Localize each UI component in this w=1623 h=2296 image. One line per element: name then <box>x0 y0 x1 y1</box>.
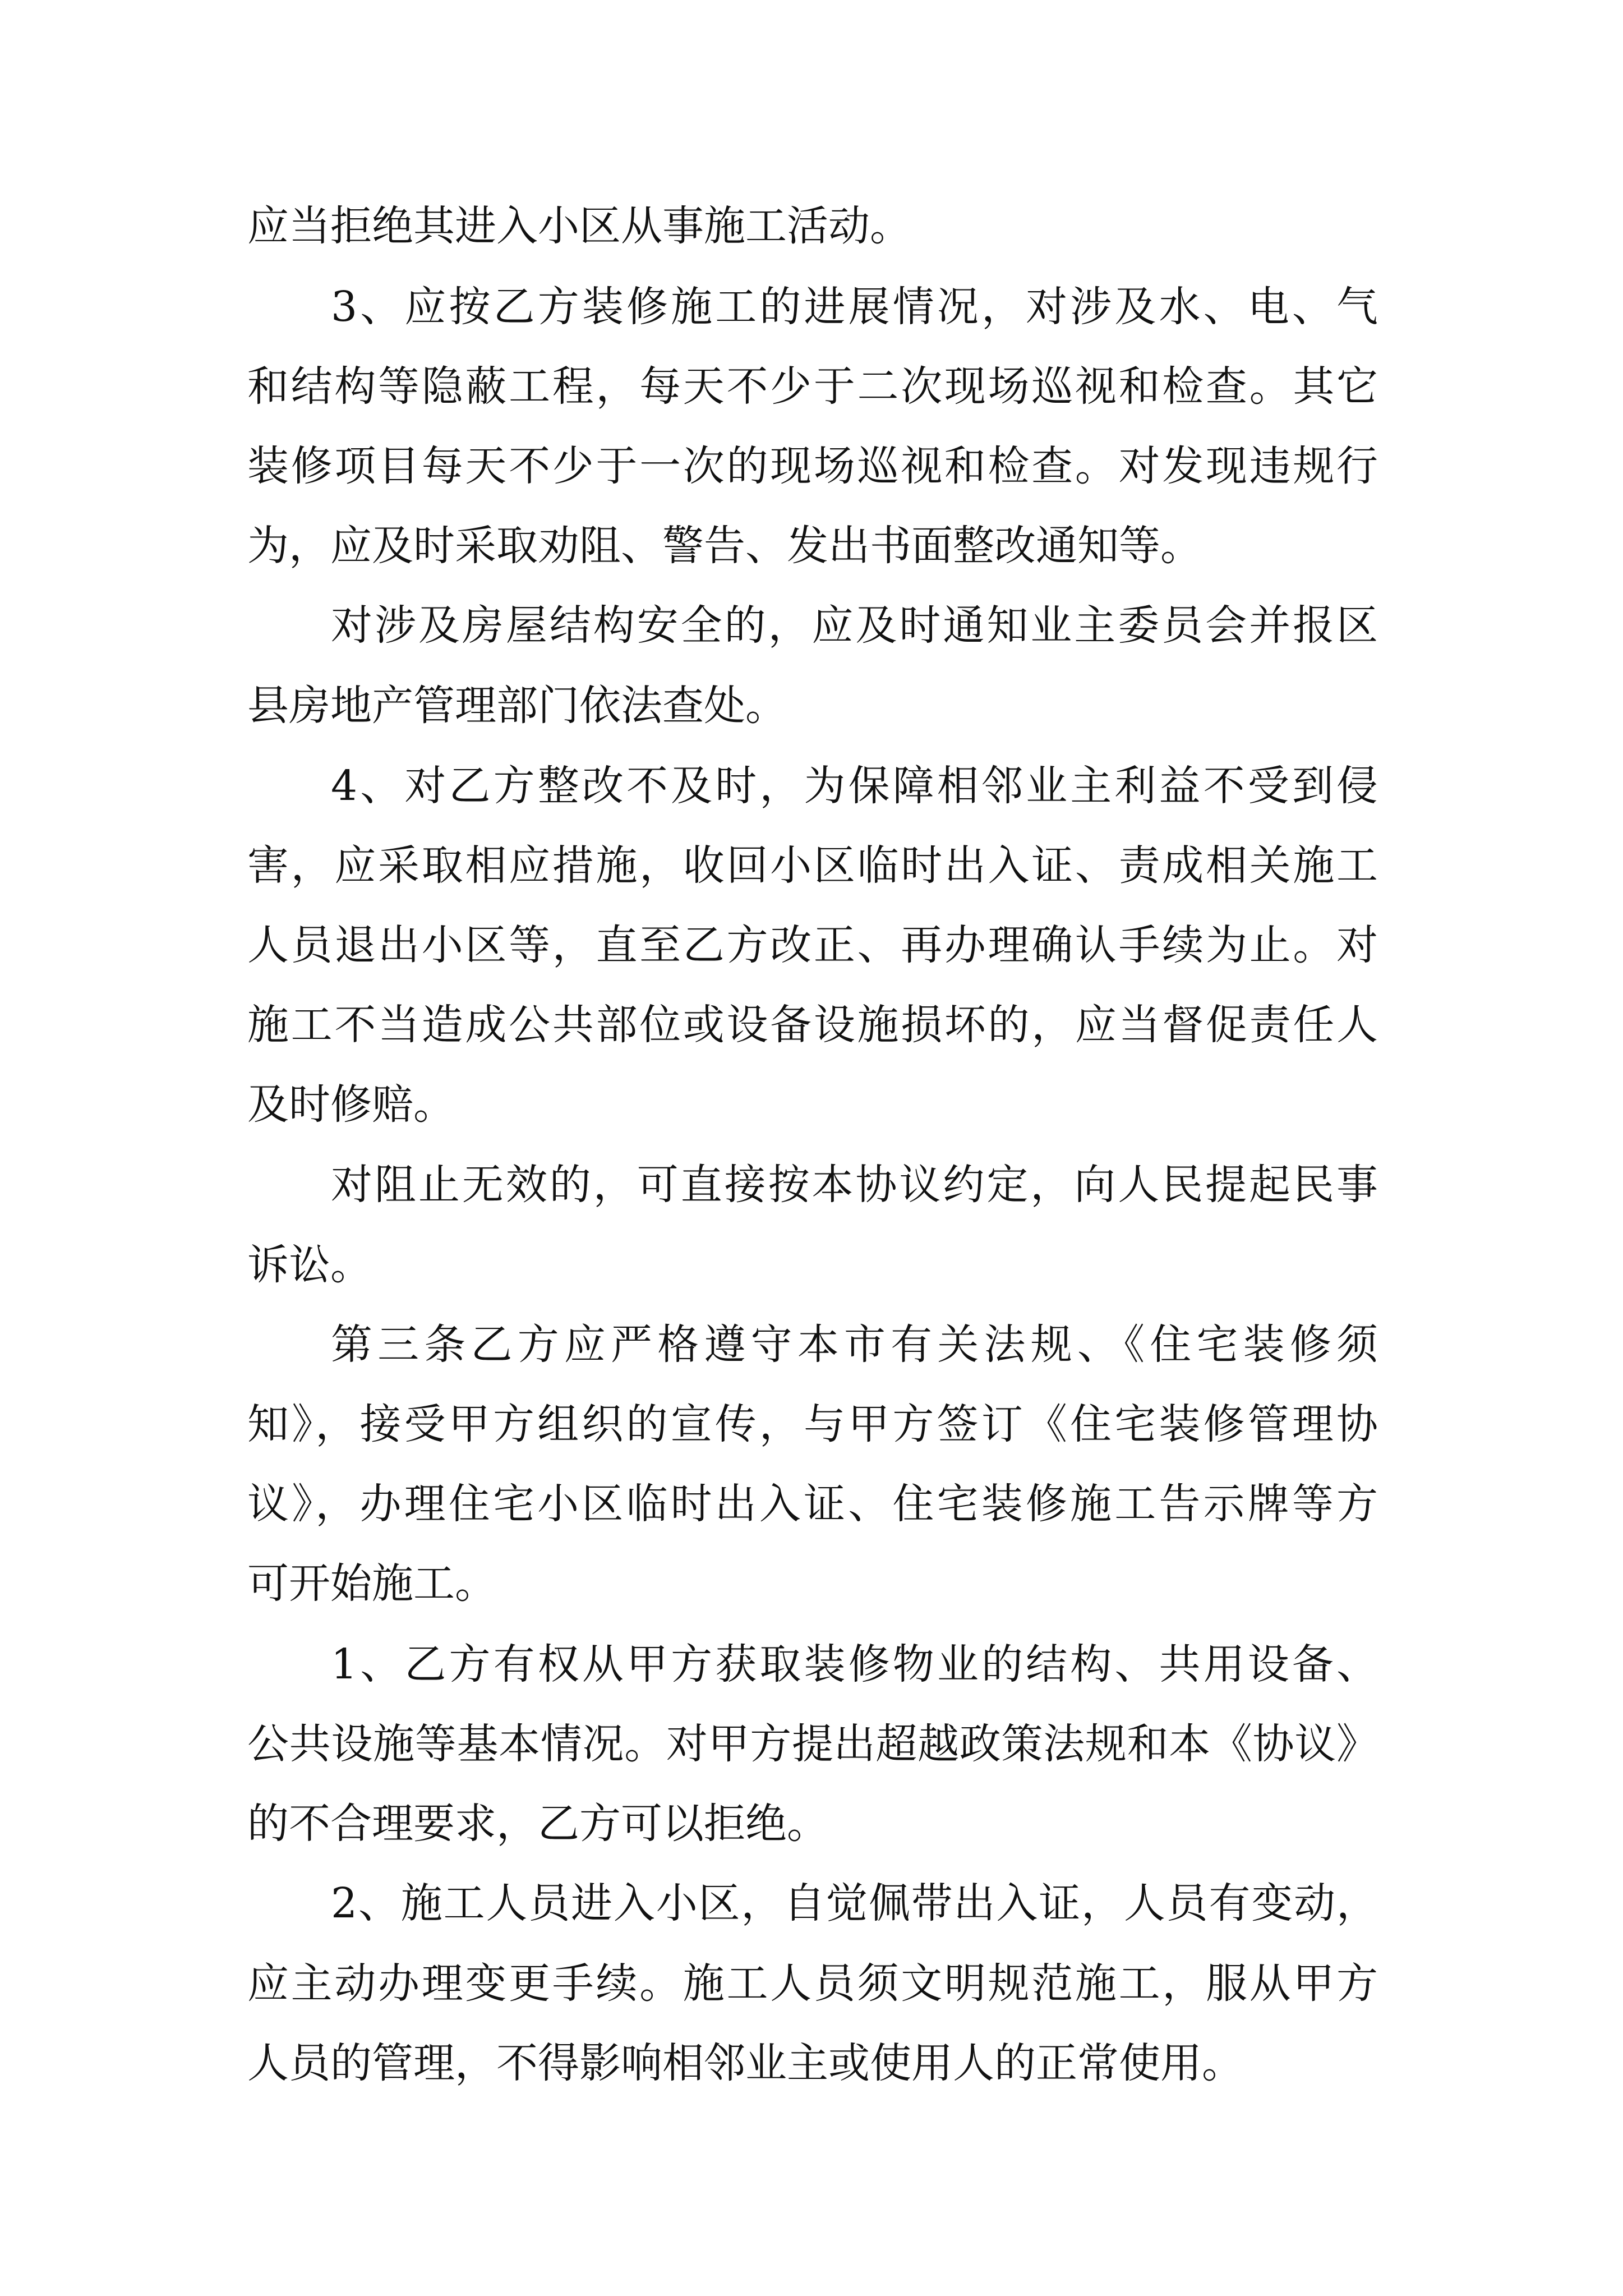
text-line: 和结构等隐蔽工程，每天不少于二次现场巡视和检查。其它 <box>247 362 1378 411</box>
text-line: 知》，接受甲方组织的宣传，与甲方签订《住宅装修管理协 <box>247 1400 1378 1448</box>
text-line: 4、对乙方整改不及时，为保障相邻业主利益不受到侵 <box>331 762 1378 810</box>
text-line: 及时修赔。 <box>247 1080 455 1129</box>
text-line: 2、施工人员进入小区，自觉佩带出入证，人员有变动， <box>331 1879 1378 1927</box>
text-line: 对阻止无效的，可直接按本协议约定，向人民提起民事 <box>331 1161 1378 1209</box>
text-line: 人员的管理，不得影响相邻业主或使用人的正常使用。 <box>247 2039 1243 2087</box>
text-line: 对涉及房屋结构安全的，应及时通知业主委员会并报区 <box>331 601 1378 650</box>
text-line: 的不合理要求，乙方可以拒绝。 <box>247 1800 828 1848</box>
text-line: 应主动办理变更手续。施工人员须文明规范施工，服从甲方 <box>247 1959 1378 2008</box>
text-line: 装修项目每天不少于一次的现场巡视和检查。对发现违规行 <box>247 442 1378 490</box>
text-line: 为，应及时采取劝阻、警告、发出书面整改通知等。 <box>247 522 1202 570</box>
text-line: 害，应采取相应措施，收回小区临时出入证、责成相关施工 <box>247 841 1378 890</box>
text-line: 可开始施工。 <box>247 1559 496 1608</box>
text-line: 应当拒绝其进入小区从事施工活动。 <box>247 202 911 250</box>
text-line: 施工不当造成公共部位或设备设施损坏的，应当督促责任人 <box>247 1001 1378 1049</box>
text-line: 议》，办理住宅小区临时出入证、住宅装修施工告示牌等方 <box>247 1480 1378 1528</box>
text-line: 1、乙方有权从甲方获取装修物业的结构、共用设备、 <box>331 1640 1378 1688</box>
text-line: 县房地产管理部门依法查处。 <box>247 682 787 730</box>
text-line: 3、应按乙方装修施工的进展情况，对涉及水、电、气 <box>331 283 1378 331</box>
text-line: 第三条乙方应严格遵守本市有关法规、《住宅装修须 <box>331 1320 1378 1369</box>
text-line: 公共设施等基本情况。对甲方提出超越政策法规和本《协议》 <box>247 1720 1378 1768</box>
text-line: 诉讼。 <box>247 1241 372 1289</box>
text-line: 人员退出小区等，直至乙方改正、再办理确认手续为止。对 <box>247 921 1378 969</box>
